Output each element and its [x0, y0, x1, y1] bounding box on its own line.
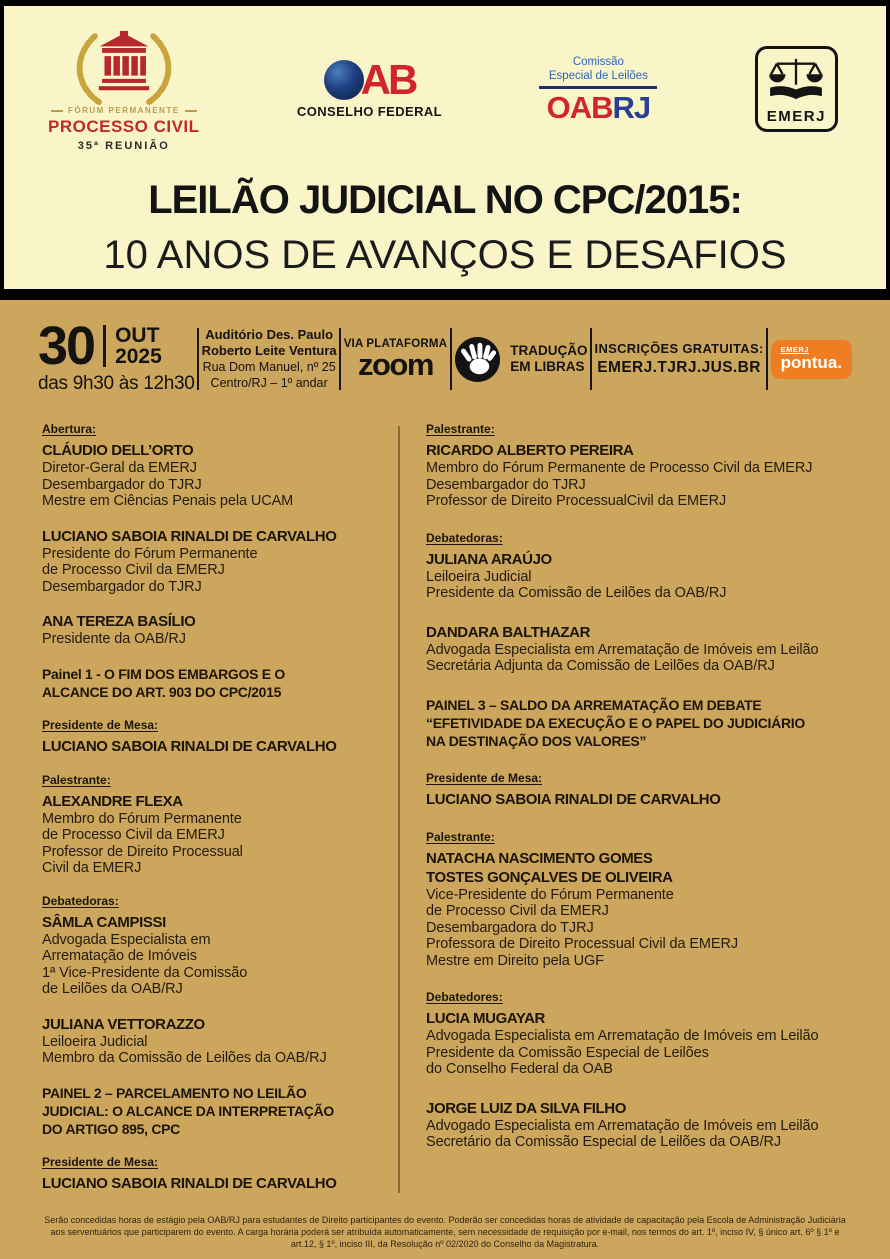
speaker-role: Presidente da OAB/RJ [42, 631, 186, 647]
speaker-role: de Processo Civil da EMERJ [42, 562, 225, 578]
speaker-block [426, 422, 856, 510]
speaker-role: Diretor-Geral da EMERJ [42, 460, 197, 476]
speaker-name: JULIANA ARAÚJO [426, 550, 552, 568]
section-label: Debatedoras: [426, 530, 503, 545]
zoom-wordmark: zoom [357, 347, 433, 382]
black-separator-band [0, 289, 890, 300]
speaker-name: ANA TEREZA BASÍLIO [42, 613, 196, 630]
panel-title-block [42, 1084, 398, 1138]
speaker-name: RICARDO ALBERTO PEREIRA [426, 442, 634, 459]
dash-decoration [185, 110, 197, 112]
libras-translation: TRADUÇÃO EM LIBRAS [454, 336, 587, 383]
event-subtitle: 10 ANOS DE AVANÇOS E DESAFIOS [103, 233, 787, 277]
globe-icon [324, 60, 364, 100]
libras-hands-icon [454, 336, 501, 383]
speaker-role: de Processo Civil da EMERJ [426, 903, 609, 919]
speaker-name: LUCIANO SABOIA RINALDI DE CARVALHO [42, 737, 337, 755]
event-time: das 9h30 às 12h30 [38, 373, 195, 394]
event-info-bar [0, 313, 890, 405]
info-divider [766, 328, 768, 390]
speaker-role: de Processo Civil da EMERJ [42, 827, 225, 843]
speaker-role: Membro do Fórum Permanente [42, 810, 242, 827]
speaker-role: Presidente da Comissão de Leilões da OAB/RJ [426, 585, 727, 601]
emerj-label: EMERJ [766, 108, 826, 125]
speaker-block [426, 771, 856, 809]
speaker-block [42, 1015, 398, 1067]
speaker-role: Vice-Presidente do Fórum Permanente [426, 886, 674, 903]
logo-row [4, 6, 886, 156]
speaker-role: Desembargador do TJRJ [42, 476, 202, 493]
emerj-pontua-badge: EMERJ pontua. [771, 340, 852, 379]
info-divider [197, 328, 199, 390]
speaker-role: Mestre em Ciências Penais pela UCAM [42, 493, 294, 509]
event-venue: Auditório Des. Paulo Roberto Leite Ventura Rua Dom Manuel, nº 25 Centro/RJ – 1º andar [201, 327, 337, 390]
speaker-name: LUCIANO SABOIA RINALDI DE CARVALHO [42, 1174, 337, 1192]
speaker-block [42, 1155, 398, 1193]
forum-processo-civil-logo [48, 26, 200, 152]
committee-name: Comissão Especial de Leilões [548, 55, 648, 82]
emerj-logo [755, 46, 838, 132]
event-date [38, 316, 195, 395]
section-label: Abertura: [42, 422, 97, 436]
speaker-block [426, 990, 856, 1078]
panel-title-block [42, 665, 398, 701]
forum-meeting-number: 35ª REUNIÃO [77, 140, 170, 152]
section-label: Presidente de Mesa: [426, 770, 543, 785]
speaker-role: Desembargador do TJRJ [42, 578, 202, 595]
speaker-block [426, 531, 856, 602]
speaker-role: Leiloeira Judicial [426, 568, 532, 585]
section-label: Presidente de Mesa: [42, 717, 159, 732]
speaker-role: Advogada Especialista em Arrematação de Imóveis em Leilão [426, 1028, 819, 1044]
panel-title: Painel 1 - O FIM DOS EMBARGOS E O ALCANCE DO ART. 903 DO CPC/2015 [42, 665, 285, 700]
program [0, 405, 890, 1193]
section-label: Palestrante: [426, 422, 495, 436]
speaker-name: LUCIA MUGAYAR [426, 1010, 545, 1027]
forum-name: PROCESSO CIVIL [48, 117, 200, 136]
oabrj-wordmark: OABRJ [546, 89, 651, 125]
info-divider [590, 328, 592, 390]
speaker-name: JORGE LUIZ DA SILVA FILHO [426, 1099, 627, 1117]
speaker-role: do Conselho Federal da OAB [426, 1061, 613, 1077]
header [0, 0, 890, 289]
speaker-name: LUCIANO SABOIA RINALDI DE CARVALHO [42, 527, 337, 545]
registration-site: EMERJ.TJRJ.JUS.BR [597, 359, 761, 376]
oab-conselho-federal-logo [296, 55, 442, 119]
oabrj-rule [539, 86, 657, 89]
conselho-federal-label: CONSELHO FEDERAL [296, 103, 442, 119]
event-title: LEILÃO JUDICIAL NO CPC/2015: [148, 178, 742, 222]
speaker-name: CLÁUDIO DELL’ORTO [42, 442, 194, 459]
footer-note: Serão concedidas horas de estágio pela OAB/RJ para estudantes de Direito participantes do evento. Poderão ser concedidas horas de atividade de capacitação pela Escola de Administração Judiciária aos serventuários que participarem do evento. A carga horária poderá ser atribuída automaticamente, sem necessidade de requisição por e-mail, nos termos do art. 1º, inciso IV, § único art. 6º § 1º e art.12, § 1º, inciso III, da Resolução nº 02/2020 do Conselho da Magistratura. [44, 1215, 846, 1249]
dash-decoration [51, 110, 63, 112]
temple-icon [98, 30, 150, 92]
speaker-role: Advogada Especialista em [42, 931, 211, 948]
scales-book-icon [767, 56, 825, 102]
oabrj-comissao-leiloes-logo [539, 55, 657, 124]
speaker-role: Desembargador do TJRJ [426, 476, 586, 493]
speaker-role: Professor de Direito ProcessualCivil da EMERJ [426, 493, 727, 509]
section-label: Palestrante: [42, 772, 111, 787]
speaker-role: Professora de Direito Processual Civil da EMERJ [426, 936, 738, 952]
forum-tagline [48, 106, 200, 115]
speaker-name: JULIANA VETTORAZZO [42, 1015, 205, 1033]
panel-title-block [426, 696, 856, 750]
speaker-block [42, 773, 398, 877]
speaker-role: Leiloeira Judicial [42, 1033, 148, 1050]
info-divider [339, 328, 341, 390]
speaker-block [426, 830, 856, 970]
speaker-block [42, 718, 398, 756]
speaker-block [42, 527, 398, 596]
oab-ab-letters: AB [360, 55, 416, 103]
section-label: Debatedores: [426, 990, 503, 1004]
speaker-role: Membro do Fórum Permanente de Processo Civil da EMERJ [426, 460, 813, 476]
program-left-column [42, 422, 398, 1193]
date-day: 30 [38, 316, 95, 376]
speaker-role: Advogado Especialista em Arrematação de Imóveis em Leilão [426, 1117, 819, 1134]
speaker-block [42, 612, 398, 648]
speaker-role: 1ª Vice-Presidente da Comissão [42, 964, 248, 981]
speaker-role: de Leilões da OAB/RJ [42, 981, 183, 997]
registration-info: INSCRIÇÕES GRATUITAS: EMERJ.TJRJ.JUS.BR [594, 341, 764, 376]
speaker-role: Secretário da Comissão Especial de Leilões da OAB/RJ [426, 1134, 782, 1150]
speaker-name: ALEXANDRE FLEXA [42, 792, 183, 810]
zoom-platform: VIA PLATAFORMA zoom [343, 338, 448, 382]
speaker-role: Civil da EMERJ [42, 860, 142, 876]
speaker-role: Secretária Adjunta da Comissão de Leilões da OAB/RJ [426, 658, 775, 674]
speaker-name: NATACHA NASCIMENTO GOMES TOSTES GONÇALVES DE OLIVEIRA [426, 849, 673, 886]
program-right-column [400, 422, 856, 1193]
speaker-name: LUCIANO SABOIA RINALDI DE CARVALHO [426, 790, 721, 808]
speaker-role: Advogada Especialista em Arrematação de Imóveis em Leilão [426, 641, 819, 658]
speaker-role: Presidente do Fórum Permanente [42, 545, 258, 562]
speaker-role: Membro da Comissão de Leilões da OAB/RJ [42, 1050, 327, 1066]
panel-title: PAINEL 2 – PARCELAMENTO NO LEILÃO JUDICIAL: O ALCANCE DA INTERPRETAÇÃO DO ARTIGO 895, CPC [42, 1084, 335, 1137]
section-label: Presidente de Mesa: [42, 1154, 159, 1169]
speaker-block [42, 894, 398, 998]
speaker-role: Professor de Direito Processual [42, 843, 243, 860]
speaker-role: Arrematação de Imóveis [42, 948, 197, 964]
speaker-block [426, 623, 856, 675]
speaker-block [42, 422, 398, 510]
section-label: Palestrante: [426, 829, 495, 844]
date-divider [103, 325, 106, 367]
date-month-year: OUT 2025 [115, 324, 162, 368]
speaker-block [426, 1099, 856, 1151]
info-divider [450, 328, 452, 390]
speaker-name: DANDARA BALTHAZAR [426, 623, 591, 641]
speaker-name: SÂMLA CAMPISSI [42, 913, 166, 931]
forum-tagline-text: FÓRUM PERMANENTE [67, 106, 180, 115]
speaker-role: Presidente da Comissão Especial de Leilões [426, 1044, 709, 1061]
section-label: Debatedoras: [42, 893, 119, 908]
speaker-role: Desembargadora do TJRJ [426, 919, 594, 936]
speaker-role: Mestre em Direito pela UGF [426, 952, 604, 969]
panel-title: PAINEL 3 – SALDO DA ARREMATAÇÃO EM DEBATE “EFETIVIDADE DA EXECUÇÃO E O PAPEL DO JUDICIÁRIO NA DESTINAÇÃO DOS VALORES” [426, 696, 805, 749]
